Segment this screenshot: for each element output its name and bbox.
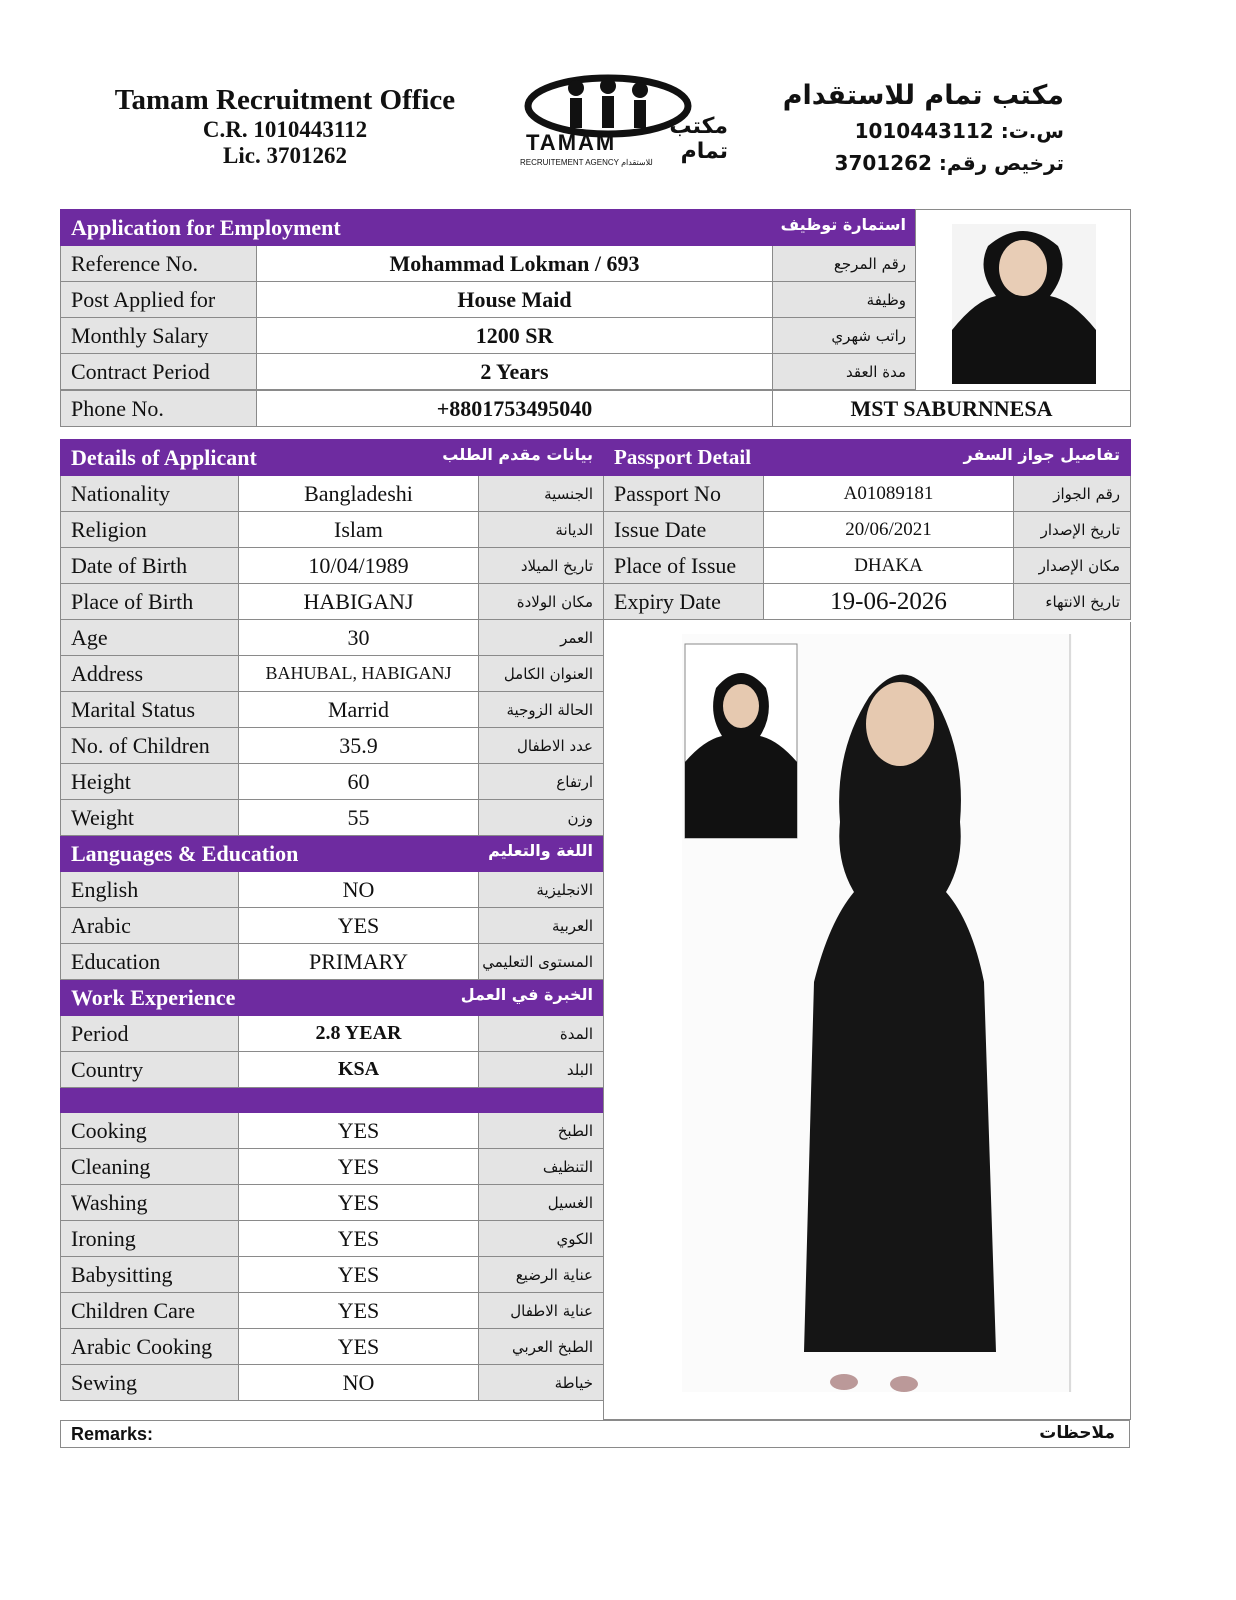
- table-row: [61, 1113, 604, 1149]
- row-value: YES: [239, 908, 479, 944]
- row-label-en: Cleaning: [61, 1149, 239, 1185]
- row-label-ar: عناية الرضيع: [479, 1257, 604, 1293]
- application-title-en: Application for Employment: [71, 214, 341, 240]
- remarks-row: [60, 1420, 1130, 1448]
- row-label-ar: المستوى التعليمي: [479, 944, 604, 980]
- details-header: [61, 440, 604, 476]
- table-row: [61, 391, 1131, 427]
- row-label-ar: رقم الجواز: [1014, 476, 1131, 512]
- table-row: [61, 1365, 604, 1401]
- table-row: [604, 476, 1131, 512]
- application-title-ar: استمارة توظيف: [780, 214, 907, 234]
- table-row: [61, 656, 604, 692]
- row-label-ar: مكان الولادة: [479, 584, 604, 620]
- row-value: 10/04/1989: [239, 548, 479, 584]
- table-row: [61, 764, 604, 800]
- row-label-ar: راتب شهري: [773, 318, 917, 354]
- table-row: [61, 908, 604, 944]
- remarks-label-ar: ملاحظات: [1039, 1423, 1115, 1443]
- row-label-en: Religion: [61, 512, 239, 548]
- row-value: 20/06/2021: [764, 512, 1014, 548]
- phone-row-table: [60, 390, 1131, 427]
- languages-header: [61, 836, 604, 872]
- table-row: [604, 584, 1131, 620]
- row-value: NO: [239, 1365, 479, 1401]
- row-label-en: Education: [61, 944, 239, 980]
- row-label-ar: خياطة: [479, 1365, 604, 1401]
- row-label-ar: المدة: [479, 1016, 604, 1052]
- row-label-en: Place of Birth: [61, 584, 239, 620]
- table-row: [61, 872, 604, 908]
- row-label-ar: العمر: [479, 620, 604, 656]
- row-label-ar: رقم المرجع: [773, 246, 917, 282]
- row-label-en: Sewing: [61, 1365, 239, 1401]
- languages-title-ar: اللغة والتعليم: [488, 840, 593, 860]
- table-row: [61, 1149, 604, 1185]
- row-value: YES: [239, 1221, 479, 1257]
- row-value: 35.9: [239, 728, 479, 764]
- table-row: [61, 1293, 604, 1329]
- cr-number-ar: س.ت: 1010443112: [854, 119, 1064, 143]
- company-name-ar: مكتب تمام للاستقدام: [782, 80, 1064, 111]
- table-row: [61, 620, 604, 656]
- table-row: [61, 1221, 604, 1257]
- table-row: [61, 728, 604, 764]
- post-value: House Maid: [257, 282, 773, 318]
- company-name-en: Tamam Recruitment Office: [114, 84, 456, 116]
- company-header-en: [80, 84, 490, 169]
- license-number-ar: ترخيص رقم: 3701262: [834, 151, 1064, 175]
- row-value: YES: [239, 1329, 479, 1365]
- license-number-en: Lic. 3701262: [223, 143, 347, 168]
- details-title-ar: بيانات مقدم الطلب: [442, 444, 593, 464]
- row-label-en: No. of Children: [61, 728, 239, 764]
- table-row: [61, 1329, 604, 1365]
- table-row: [61, 1052, 604, 1088]
- row-label-ar: الجنسية: [479, 476, 604, 512]
- row-label-en: Weight: [61, 800, 239, 836]
- work-title-en: Work Experience: [71, 984, 236, 1010]
- row-label-ar: الانجليزية: [479, 872, 604, 908]
- row-label-en: Country: [61, 1052, 239, 1088]
- row-label-en: Address: [61, 656, 239, 692]
- row-value: 55: [239, 800, 479, 836]
- row-label-ar: عدد الاطفال: [479, 728, 604, 764]
- company-logo: [518, 72, 728, 172]
- row-label-en: Arabic Cooking: [61, 1329, 239, 1365]
- table-row: [61, 1016, 604, 1052]
- row-label-en: English: [61, 872, 239, 908]
- row-value: YES: [239, 1293, 479, 1329]
- table-row: [61, 1185, 604, 1221]
- portrait-photo: [916, 210, 1130, 394]
- row-label-en: Monthly Salary: [61, 318, 257, 354]
- row-value: 2.8 YEAR: [239, 1016, 479, 1052]
- row-label-en: Expiry Date: [604, 584, 764, 620]
- row-label-en: Date of Birth: [61, 548, 239, 584]
- table-row: [61, 282, 917, 318]
- row-label-en: Babysitting: [61, 1257, 239, 1293]
- full-body-photo-panel: [603, 622, 1131, 1420]
- row-value: Islam: [239, 512, 479, 548]
- work-title-ar: الخبرة في العمل: [460, 984, 593, 1004]
- row-label-en: Ironing: [61, 1221, 239, 1257]
- row-label-ar: الديانة: [479, 512, 604, 548]
- reference-value: Mohammad Lokman / 693: [257, 246, 773, 282]
- row-value: NO: [239, 872, 479, 908]
- company-header-ar: [780, 80, 1064, 175]
- row-label-ar: العربية: [479, 908, 604, 944]
- row-label-ar: الطبخ: [479, 1113, 604, 1149]
- row-label-en: Cooking: [61, 1113, 239, 1149]
- logo-word: TAMAM: [526, 130, 617, 155]
- table-row: [61, 318, 917, 354]
- row-label-en: Place of Issue: [604, 548, 764, 584]
- row-label-ar: تاريخ الميلاد: [479, 548, 604, 584]
- languages-title-en: Languages & Education: [71, 840, 299, 866]
- row-label-en: Reference No.: [61, 246, 257, 282]
- row-label-en: Phone No.: [61, 391, 257, 427]
- row-value: 60: [239, 764, 479, 800]
- row-label-ar: وزن: [479, 800, 604, 836]
- applicant-name: MST SABURNNESA: [773, 391, 1131, 427]
- details-title-en: Details of Applicant: [71, 444, 257, 470]
- row-label-en: Children Care: [61, 1293, 239, 1329]
- table-row: [61, 354, 917, 390]
- row-label-ar: الكوي: [479, 1221, 604, 1257]
- row-label-en: Issue Date: [604, 512, 764, 548]
- row-label-en: Passport No: [604, 476, 764, 512]
- application-header: [61, 210, 917, 246]
- details-table: [60, 439, 604, 1401]
- passport-table: [603, 439, 1131, 620]
- skills-header-bar: [61, 1088, 604, 1113]
- table-row: [61, 512, 604, 548]
- row-value: YES: [239, 1149, 479, 1185]
- row-label-en: Height: [61, 764, 239, 800]
- full-body-photo: [604, 622, 1130, 1419]
- row-label-ar: الغسيل: [479, 1185, 604, 1221]
- table-row: [604, 512, 1131, 548]
- row-value: Bangladeshi: [239, 476, 479, 512]
- table-row: [61, 692, 604, 728]
- row-label-ar: التنظيف: [479, 1149, 604, 1185]
- passport-title-en: Passport Detail: [614, 445, 752, 469]
- row-label-ar: تاريخ الإصدار: [1014, 512, 1131, 548]
- table-row: [61, 476, 604, 512]
- remarks-label-en: Remarks:: [71, 1424, 154, 1444]
- table-row: [61, 246, 917, 282]
- row-value: 30: [239, 620, 479, 656]
- row-value: 19-06-2026: [764, 584, 1014, 620]
- row-label-ar: مدة العقد: [773, 354, 917, 390]
- salary-value: 1200 SR: [257, 318, 773, 354]
- row-label-ar: مكان الإصدار: [1014, 548, 1131, 584]
- passport-title-ar: تفاصيل جواز السفر: [963, 445, 1120, 464]
- table-row: [604, 548, 1131, 584]
- phone-value: +8801753495040: [257, 391, 773, 427]
- row-value: Marrid: [239, 692, 479, 728]
- logo-tagline: RECRUITEMENT AGENCY للاستقدام: [520, 158, 653, 167]
- portrait-photo-box: [915, 209, 1131, 395]
- row-label-ar: عناية الاطفال: [479, 1293, 604, 1329]
- table-row: [61, 800, 604, 836]
- table-row: [61, 944, 604, 980]
- row-value: YES: [239, 1185, 479, 1221]
- table-row: [61, 584, 604, 620]
- row-label-ar: تاريخ الانتهاء: [1014, 584, 1131, 620]
- row-value: YES: [239, 1257, 479, 1293]
- row-label-en: Contract Period: [61, 354, 257, 390]
- row-value: PRIMARY: [239, 944, 479, 980]
- work-header: [61, 980, 604, 1016]
- row-label-en: Arabic: [61, 908, 239, 944]
- row-value: DHAKA: [764, 548, 1014, 584]
- passport-header: [604, 440, 1131, 476]
- row-value: HABIGANJ: [239, 584, 479, 620]
- row-label-ar: وظيفة: [773, 282, 917, 318]
- row-label-en: Nationality: [61, 476, 239, 512]
- row-value: KSA: [239, 1052, 479, 1088]
- row-label-ar: ارتفاع: [479, 764, 604, 800]
- row-label-ar: العنوان الكامل: [479, 656, 604, 692]
- row-label-ar: الطبخ العربي: [479, 1329, 604, 1365]
- row-label-ar: الحالة الزوجية: [479, 692, 604, 728]
- row-value: YES: [239, 1113, 479, 1149]
- row-label-en: Marital Status: [61, 692, 239, 728]
- row-label-en: Post Applied for: [61, 282, 257, 318]
- row-label-en: Age: [61, 620, 239, 656]
- contract-value: 2 Years: [257, 354, 773, 390]
- cr-number-en: C.R. 1010443112: [202, 117, 368, 142]
- row-label-en: Washing: [61, 1185, 239, 1221]
- row-label-en: Period: [61, 1016, 239, 1052]
- logo-arabic: مكتب تمام: [669, 114, 728, 164]
- row-value: A01089181: [764, 476, 1014, 512]
- row-label-ar: البلد: [479, 1052, 604, 1088]
- application-table: [60, 209, 917, 390]
- row-value: BAHUBAL, HABIGANJ: [239, 656, 479, 692]
- table-row: [61, 548, 604, 584]
- table-row: [61, 1257, 604, 1293]
